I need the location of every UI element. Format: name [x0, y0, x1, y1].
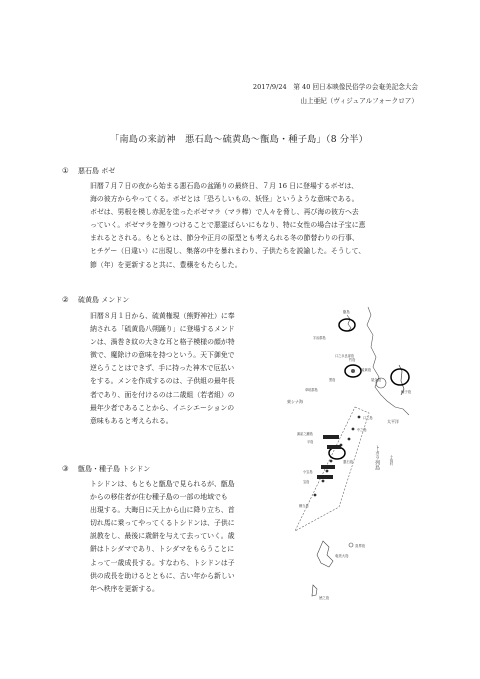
kyushu-coast: [367, 307, 409, 415]
map-label-tairajima: 平島: [307, 440, 314, 444]
section-2-line: 逆らうことはできず、手に持った神木で厄払い: [90, 364, 235, 373]
map-label-koshikijima: 甑島: [343, 310, 350, 314]
tokara-island-dots: [314, 416, 361, 497]
section-3-line: からの移住者が住む種子島の一部の地域でも: [90, 493, 228, 502]
section-3-line: 出現する。大晦日に天上から山に降り立ち、首: [90, 506, 235, 515]
section-3-body: [90, 478, 280, 596]
map-label-amami-oshima: 奄美大島: [335, 554, 349, 558]
section-2-line: 意味もあると考えられる。: [90, 416, 173, 425]
section-2-body: [90, 310, 280, 428]
map-label-tokunoshima: 徳之島: [319, 596, 330, 600]
section-3-line: よって一歳成長する。すなわち、トシドンは子: [90, 558, 235, 567]
map-label-nakanoshima: 中之島: [357, 428, 367, 432]
kikaijima-shape: [349, 543, 353, 547]
section-1-line: ボゼは、男根を模し赤泥を塗ったボゼマラ（マラ棒）で人々を脅し、再び海の彼方へ去: [90, 208, 359, 217]
map-label-yakushima: 屋久島: [371, 378, 382, 382]
section-1-line: っていく。ボゼマラを擦りつけることで悪霊ばらいにもなり、特に女性の場合は子宝に恵: [90, 221, 366, 230]
section-3-line: 供の成長を助けるとともに、古い年から新しい: [90, 571, 235, 580]
section-2-line: 納される「硫黄島八朔踊り」に登場するメンド: [90, 325, 235, 334]
section-1-line: 節（年）を更新すると共に、豊穣をもたらした。: [90, 260, 242, 269]
header-event: 2017/9/24 第 40 回日本映像民俗学の会奄美記念大会: [252, 83, 418, 91]
section-3-heading: 甑島・種子島 トシドン: [78, 465, 151, 473]
map-label-toshima: 十島村: [389, 455, 393, 466]
map-label-kuchinoerabu: 口之永良部島: [335, 354, 355, 358]
section-2-line: ンは、渦巻き紋の大きな耳と格子模様の顔が特: [90, 338, 235, 347]
map-label-pacific: 太平洋: [387, 419, 399, 424]
section-2-number: ②: [62, 295, 69, 304]
map-label-akusekijima: 悪石島: [343, 460, 354, 464]
section-3-line: 切れ馬に乗ってやってくるトシドンは、子供に: [90, 519, 235, 528]
koshikijima-circle: [339, 319, 355, 331]
document-title: 「南島の来訪神 悪石島〜硫黄島〜甑島・種子島」（8 分半）: [110, 134, 369, 145]
map-label-suwanosejima: 諏訪之瀬島: [297, 432, 313, 436]
section-2-line: 最年少者であることから、イニシエーションの: [90, 403, 235, 412]
map-label-east-china-sea: 東シナ海: [287, 399, 303, 404]
amami-oshima-shape: [317, 541, 333, 567]
section-1-line: ヒチゲー（日違い）に出現し、集落の中を暴れまわり、子供たちを説諭した。そうして、: [90, 247, 366, 256]
section-1-line: 海の彼方からやってくる。ボゼとは「恐ろしいもの、妖怪」というような意味である。: [90, 195, 359, 204]
section-3-line: 年へ秩序を更新する。: [90, 584, 159, 593]
section-1-body: [90, 180, 415, 272]
map-label-takarajima: 宝島: [303, 480, 310, 484]
map-label-takeshima: 竹島: [349, 358, 356, 362]
map-label-kikaijima: 喜界島: [355, 544, 366, 548]
map-label-iojima: 硫黄島: [361, 368, 372, 372]
southern-islands-map: [283, 295, 413, 615]
map-label-tokara: トカラ列島: [374, 445, 380, 470]
map-label-kodakarajima: 小宝島: [303, 470, 313, 474]
map-label-kusagaki: 草垣群島: [305, 388, 318, 392]
section-2-line: 旧暦８月１日から、硫黄権現（熊野神社）に奉: [90, 312, 235, 320]
tokunoshima-shape: [312, 585, 317, 596]
section-1-line: まれるとされる。もともとは、節分や正月の原型とも考えられる冬の節替わりの行事、: [90, 234, 359, 243]
map-label-tanegashima: 種子島: [401, 390, 412, 394]
section-1-line: 旧暦７月７日の夜から始まる悪石島の盆踊りの最終日、７月 16 日に登場するボゼは、: [90, 182, 359, 190]
tokara-label-boxes: [317, 435, 341, 479]
tanegashima-circle: [391, 369, 409, 385]
section-2-line: をする。メンを作成するのは、子供組の最年長: [90, 377, 235, 386]
iojima-dot: [351, 369, 355, 373]
section-3-line: 餅はトシダマであり、トシダマをもらうことに: [90, 545, 235, 554]
section-1-number: ①: [62, 166, 69, 175]
map-label-kuroshima: 黒島: [329, 378, 336, 382]
section-2-heading: 硫黄島 メンドン: [78, 296, 130, 304]
map-label-kuchinoshima: 口之島: [363, 416, 373, 420]
map-label-yokoatejima: 横当島: [299, 504, 309, 508]
header-author: 山上亜紀（ヴィジュアルフォークロア）: [300, 97, 418, 105]
map-label-ujigunto: 宇治群島: [313, 336, 326, 340]
section-3-line: 説教をし、最後に歳餅を与えて去っていく。歳: [90, 532, 235, 541]
section-3-line: トシドンは、もともと甑島で見られるが、甑島: [90, 480, 235, 488]
section-3-number: ③: [62, 464, 69, 473]
section-1-heading: 悪石島 ボゼ: [78, 167, 116, 175]
section-2-line: 徴で、魔除けの意味を持つという。天下御免で: [90, 351, 235, 360]
koshikijima-shape: [347, 315, 351, 331]
section-2-line: 者であり、面を付けるのは二歳組（若者組）の: [90, 390, 235, 399]
